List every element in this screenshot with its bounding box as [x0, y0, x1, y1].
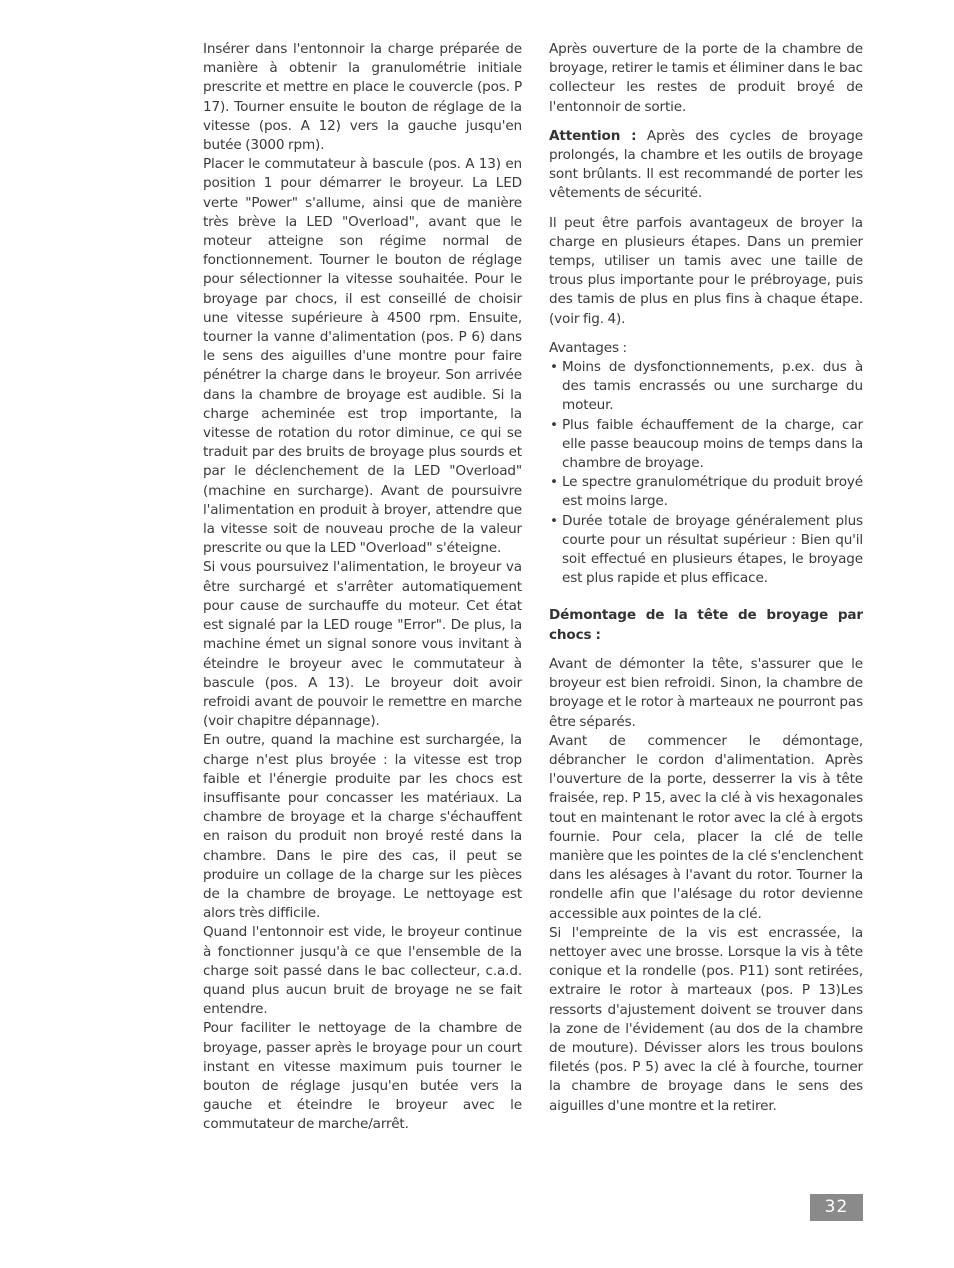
advantages-list	[549, 358, 863, 588]
advantages-title: Avantages :	[549, 339, 627, 356]
left-text-column	[203, 40, 522, 1135]
right-text-column	[549, 40, 863, 1116]
paragraph-overload: Si vous poursuivez l'alimentation, le broyeur va être surchargé et s'arrêter automatiquement pour cause de surchauffe du moteur. Cet état est signalé par la LED rouge "Error". De plus, la machine émet un signal sonore vous invitant à éteindre le broyeur avec le commutateur à bascule (pos. A 13). Le broyeur doit avoir refroidi avant de pouvoir le remettre en marche (voir chapitre dépannage).	[203, 559, 522, 730]
list-item: • Plus faible échauffement de la charge, car elle passe beaucoup moins de temps dans la chambre de broyage.	[549, 416, 863, 474]
list-item: • Durée totale de broyage généralement plus courte pour un résultat supérieur : Bien qu'il soit effectué en plusieurs étapes, le broyage est plus rapide et plus efficace.	[549, 512, 863, 589]
paragraph-cleaning: Pour faciliter le nettoyage de la chambre de broyage, passer après le broyage pour un court instant en vitesse maximum puis tourner le bouton de réglage jusqu'en butée vers la gauche et éteindre le broyeur avec le commutateur de marche/arrêt.	[203, 1020, 522, 1133]
list-item: • Le spectre granulométrique du produit broyé est moins large.	[549, 473, 863, 511]
paragraph-multi-step: Il peut être parfois avantageux de broyer la charge en plusieurs étapes. Dans un premier temps, utiliser un tamis avec une taille de trous plus importante pour le prébroyage, puis des tamis de plus en plus fins à chaque étape. (voir fig. 4).	[549, 214, 863, 327]
paragraph-after-opening: Après ouverture de la porte de la chambre de broyage, retirer le tamis et éliminer dans le bac collecteur les restes de produit broyé de l'entonnoir de sortie.	[549, 41, 863, 115]
paragraph-surcharge: En outre, quand la machine est surchargée, la charge n'est plus broyée : la vitesse est trop faible et l'énergie produite par les chocs est insuffisante pour concasser les matériaux. La chambre de broyage et la charge s'échauffent en raison du produit non broyé resté dans la chambre. Dans le pire des cas, il peut se produire un collage de la charge sur les pièces de la chambre de broyage. Le nettoyage est alors très difficile.	[203, 732, 522, 922]
paragraph-dismantle-cool: Avant de démonter la tête, s'assurer que le broyeur est bien refroidi. Sinon, la chambre de broyage et le rotor à marteaux ne pourront pas être séparés.	[549, 655, 863, 730]
attention-note	[549, 127, 863, 204]
attention-label: Attention :	[549, 127, 637, 144]
paragraph-charge: Insérer dans l'entonnoir la charge préparée de manière à obtenir la granulométrie initiale prescrite et mettre en place le couvercle (pos. P 17). Tourner ensuite le bouton de réglage de la vitesse (pos. A 12) vers la gauche jusqu'en butée (3000 rpm).	[203, 41, 522, 154]
page-number: 32	[810, 1194, 863, 1221]
paragraph-dismantle-steps: Avant de commencer le démontage, débrancher le cordon d'alimentation. Après l'ouverture de la porte, desserrer la vis à tête fraisée, rep. P 15, avec la clé à vis hexagonales tout en maintenant le rotor avec la clé à ergots fournie. Pour cela, placer la clé de telle manière que les pointes de la clé s'enclenchent dans les alésages à l'avant du rotor. Tourner la rondelle afin que l'alésage du rotor devienne accessible aux pointes de la clé.	[549, 732, 863, 922]
paragraph-start: Placer le commutateur à bascule (pos. A 13) en position 1 pour démarrer le broyeur. La LED verte "Power" s'allume, ainsi que de manière très brève la LED "Overload", avant que le moteur atteigne son régime normal de fonctionnement. Tourner le bouton de réglage pour sélectionner la vitesse souhaitée. Pour le broyage par chocs, il est conseillé de choisir une vitesse supérieure à 4500 rpm. Ensuite, tourner la vanne d'alimentation (pos. P 6) dans le sens des aiguilles d'une montre pour faire pénétrer la charge dans le broyeur. Son arrivée dans la chambre de broyage est audible. Si la charge acheminée est trop importante, la vitesse de rotation du rotor diminue, ce qui se traduit par des bruits de broyage plus sourds et par le déclenchement de la LED "Overload" (machine en surcharge). Avant de poursuivre l'alimentation en produit à broyer, attendre que la vitesse soit de nouveau proche de la valeur prescrite ou que la LED "Overload" s'éteigne.	[203, 156, 522, 557]
attention-text: Après des cycles de broyage prolongés, la chambre et les outils de broyage sont brûlants. Il est recommandé de porter les vêtements de sécurité.	[549, 127, 863, 202]
list-item: • Moins de dysfonctionnements, p.ex. dus à des tamis encrassés ou une surcharge du moteur.	[549, 358, 863, 416]
paragraph-dismantle-rotor: Si l'empreinte de la vis est encrassée, la nettoyer avec une brosse. Lorsque la vis à tête conique et la rondelle (pos. P11) sont retirées, extraire le rotor à marteaux (pos. P 13)Les ressorts d'ajustement doivent se trouver dans la zone de l'évidement (au dos de la chambre de mouture). Dévisser alors les trous boulons filetés (pos. P 5) avec la clé à fourche, tourner la chambre de broyage dans le sens des aiguilles d'une montre et la retirer.	[549, 924, 863, 1114]
section-heading-dismantle: Démontage de la tête de broyage par chocs :	[549, 607, 863, 643]
paragraph-empty-hopper: Quand l'entonnoir est vide, le broyeur continue à fonctionner jusqu'à ce que l'ensemble de la charge soit passé dans le bac collecteur, c.a.d. quand plus aucun bruit de broyage ne se fait entendre.	[203, 924, 522, 1018]
